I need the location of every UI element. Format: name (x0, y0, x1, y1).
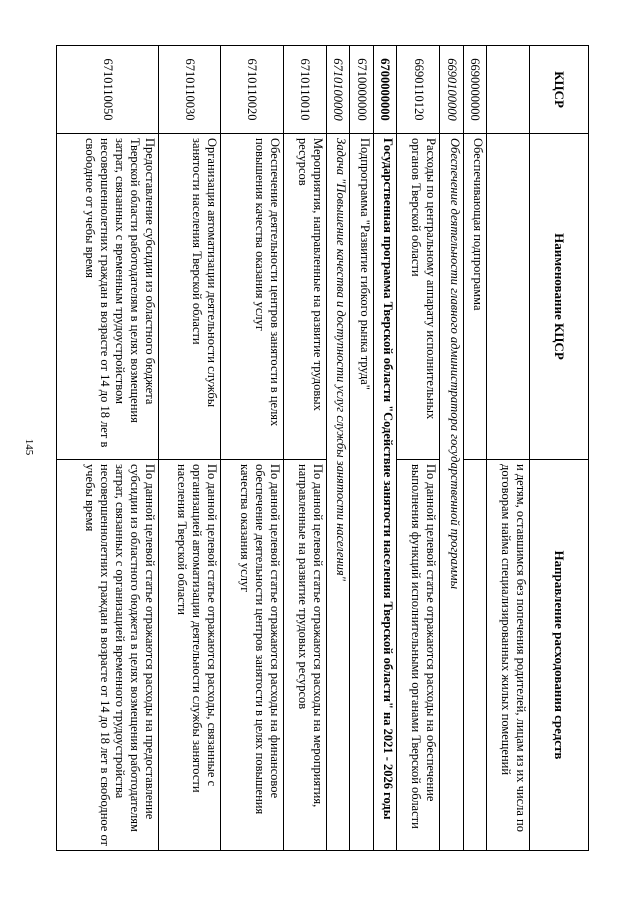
spending-direction-cell: По данной целевой статье отражаются расходы на финансовое обеспечение деятельности центров занятости в целях повышения качества оказания услуг (221, 460, 284, 851)
kcsr-code-cell: 6690110120 (397, 46, 440, 134)
spending-direction-cell: По данной целевой статье отражаются расходы на мероприятия, направленные на развитие трудовых ресурсов (283, 460, 326, 851)
table-body (57, 46, 530, 851)
kcsr-name-cell: Обеспечение деятельности центров занятости в целях повышения качества оказания услуг (221, 134, 284, 460)
spending-direction-cell: По данной целевой статье отражаются расходы на обеспечение выполнения функций исполнительными органами Тверской области (397, 460, 440, 851)
table-row (463, 46, 486, 851)
page-number: 145 (23, 438, 35, 456)
kcsr-code-cell: 6690100000 (440, 46, 463, 134)
table-header-row (530, 46, 589, 851)
spending-direction-cell: По данной целевой статье отражаются расходы, связанные с организацией автоматизации деятельности службы занятости населения Тверской области (158, 460, 221, 851)
kcsr-code-cell: 6710110020 (221, 46, 284, 134)
table-row (397, 46, 440, 851)
table-row (373, 46, 396, 851)
header-name: Наименование КЦСР (530, 134, 589, 460)
table-row (487, 46, 530, 851)
table-row (350, 46, 373, 851)
section-title-cell: Подпрограмма "Развитие гибкого рынка труда" (350, 134, 373, 851)
kcsr-name-cell: Предоставление субсидии из областного бюджета Тверской области работодателям в целях возмещения затрат, связанных с временным трудоустройством несовершеннолетних граждан в возрасте от 14 до 18 лет в свободное от учебы время (57, 134, 159, 460)
table-row (326, 46, 349, 851)
kcsr-code-cell: 6700000000 (373, 46, 396, 134)
kcsr-code-cell: 6690000000 (463, 46, 486, 134)
kcsr-name-cell: Обеспечивающая подпрограмма (463, 134, 486, 460)
kcsr-code-cell (487, 46, 530, 134)
kcsr-code-cell: 6710110050 (57, 46, 159, 134)
kcsr-name-cell: Мероприятия, направленные на развитие трудовых ресурсов (283, 134, 326, 460)
kcsr-name-cell (487, 134, 530, 460)
header-direction: Направление расходования средств (530, 460, 589, 851)
section-title-cell: Задача "Повышение качества и доступности услуг службы занятости населения" (326, 134, 349, 851)
spending-direction-cell: По данной целевой статье отражаются расходы на предоставление субсидии из областного бюджета в целях возмещения работодателям затрат, связанных с организацией временного трудоустройства несовершеннолетних граждан в возрасте от 14 до 18 лет в свободное от учебы время (57, 460, 159, 851)
table-row (283, 46, 326, 851)
table-row (221, 46, 284, 851)
section-title-cell: Обеспечение деятельности главного администратора государственной программы (440, 134, 463, 851)
table-row (158, 46, 221, 851)
kcsr-code-cell: 6710110030 (158, 46, 221, 134)
kcsr-name-cell: Расходы по центральному аппарату исполнительных органов Тверской области (397, 134, 440, 460)
kcsr-name-cell: Организация автоматизации деятельности службы занятости населения Тверской области (158, 134, 221, 460)
header-code: КЦСР (530, 46, 589, 134)
kcsr-code-cell: 6710110010 (283, 46, 326, 134)
kcsr-code-cell: 6710100000 (326, 46, 349, 134)
table-row (440, 46, 463, 851)
spending-direction-cell: и детям, оставшимся без попечения родителей, лицам из их числа по договорам найма специализированных жилых помещений (487, 460, 530, 851)
section-title-cell: Государственная программа Тверской области "Содействие занятости населения Тверской области" на 2021 - 2026 годы (373, 134, 396, 851)
table-row (57, 46, 159, 851)
kcsr-code-cell: 6710000000 (350, 46, 373, 134)
budget-classification-table (56, 45, 589, 851)
rotated-table-wrapper (56, 45, 589, 850)
spending-direction-cell (463, 460, 486, 851)
